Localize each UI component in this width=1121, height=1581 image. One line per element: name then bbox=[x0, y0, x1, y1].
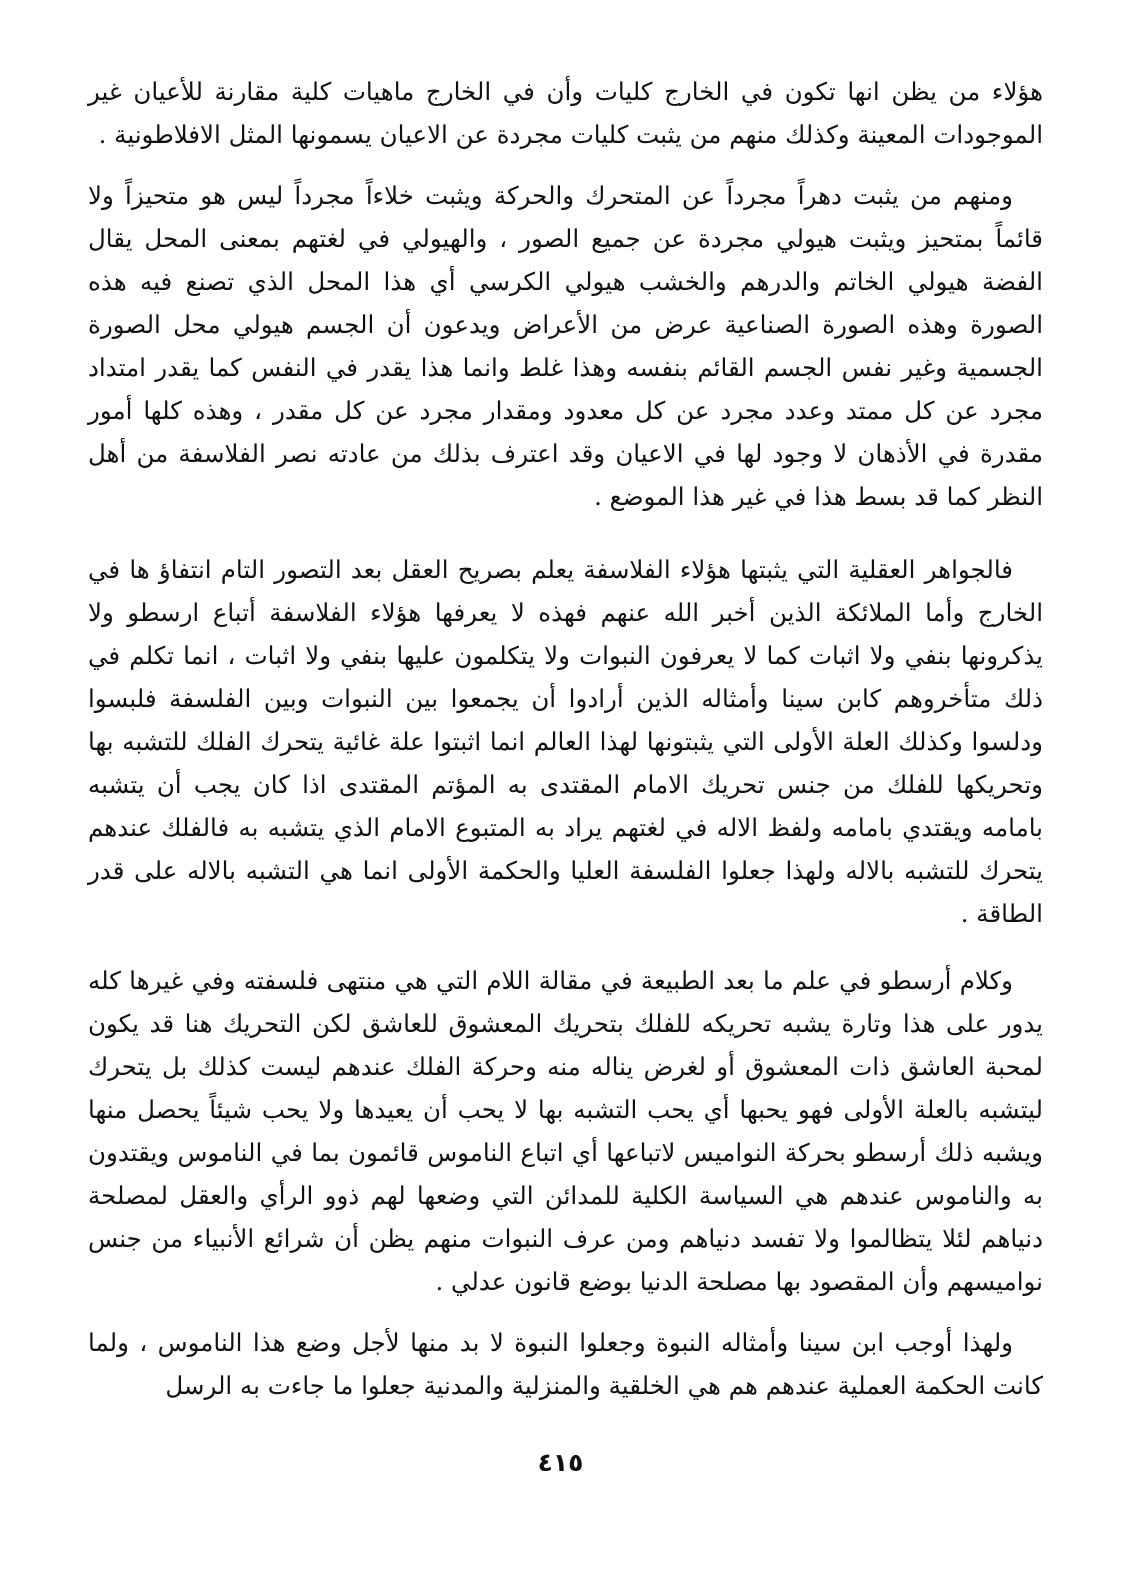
paragraph-3: فالجواهر العقلية التي يثبتها هؤلاء الفلاسفة يعلم بصريح العقل بعد التصور التام انتفاؤ ها في الخارج وأما الملائكة الذين أخبر الله عنهم فهذه لا يعرفها هؤلاء الفلاسفة أتباع ارسطو ولا يذكرونها بنفي ولا اثبات كما لا يعرفون النبوات ولا يتكلمون عليها بنفي ولا اثبات ، انما تكلم في ذلك متأخروهم كابن سينا وأمثاله الذين أرادوا أن يجمعوا بين النبوات وبين الفلسفة فلبسوا ودلسوا وكذلك العلة الأولى التي يثبتونها لهذا العالم انما اثبتوا علة غائية يتحرك الفلك للتشبه بها وتحريكها للفلك من جنس تحريك الامام المقتدى به المؤتم المقتدى اذا كان يجب أن يتشبه بامامه ويقتدي بامامه ولفظ الاله في لغتهم يراد به المتبوع الامام الذي يتشبه به فالفلك عندهم يتحرك للتشبه بالاله ولهذا جعلوا الفلسفة العليا والحكمة الأولى انما هي التشبه بالاله على قدر الطاقة . bbox=[88, 555, 1043, 928]
paragraph-5: ولهذا أوجب ابن سينا وأمثاله النبوة وجعلوا النبوة لا بد منها لأجل وضع هذا الناموس ، ولما كانت الحكمة العملية عندهم هم هي الخلقية والمنزلية والمدنية جعلوا ما جاءت به الرسل bbox=[88, 1328, 1043, 1400]
page-number: ٤١٥ bbox=[537, 1448, 584, 1477]
paragraph-1: هؤلاء من يظن انها تكون في الخارج كليات وأن في الخارج ماهيات كلية مقارنة للأعيان غير الموجودات المعينة وكذلك منهم من يثبت كليات مجردة عن الاعيان يسمونها المثل الافلاطونية . bbox=[88, 77, 1043, 149]
paragraph-4: وكلام أرسطو في علم ما بعد الطبيعة في مقالة اللام التي هي منتهى فلسفته وفي غيرها كله يدور على هذا وتارة يشبه تحريكه للفلك بتحريك المعشوق للعاشق لكن التحريك هنا قد يكون لمحبة العاشق ذات المعشوق أو لغرض يناله منه وحركة الفلك عندهم ليست كذلك بل يتحرك ليتشبه بالعلة الأولى فهو يحبها أي يحب التشبه بها لا يحب أن يعيدها ولا يحب شيئاً يحصل منها ويشبه ذلك أرسطو بحركة النواميس لاتباعها أي اتباع الناموس قائمون بما في الناموس ويقتدون به والناموس عندهم هي السياسة الكلية للمدائن التي وضعها لهم ذوو الرأي والعقل لمصلحة دنياهم لئلا يتظالموا ولا تفسد دنياهم ومن عرف النبوات منهم يظن أن شرائع الأنبياء من جنس نواميسهم وأن المقصود بها مصلحة الدنيا بوضع قانون عدلي . bbox=[88, 966, 1043, 1296]
paragraph-2: ومنهم من يثبت دهراً مجرداً عن المتحرك والحركة ويثبت خلاءاً مجرداً ليس هو متحيزاً ولا قائماً بمتحيز ويثبت هيولي مجردة عن جميع الصور ، والهيولي في لغتهم بمعنى المحل يقال الفضة هيولي الخاتم والدرهم والخشب هيولي الكرسي أي هذا المحل الذي تصنع فيه هذه الصورة وهذه الصورة الصناعية عرض من الأعراض ويدعون أن الجسم هيولي محل الصورة الجسمية وغير نفس الجسم القائم بنفسه وهذا غلط وانما هذا يقدر في النفس كما يقدر امتداد مجرد عن كل ممتد وعدد مجرد عن كل معدود ومقدار مجرد عن كل مقدر ، وهذه كلها أمور مقدرة في الأذهان لا وجود لها في الاعيان وقد اعترف بذلك من عادته نصر الفلاسفة من أهل النظر كما قد بسط هذا في غير هذا الموضع . bbox=[88, 181, 1043, 511]
